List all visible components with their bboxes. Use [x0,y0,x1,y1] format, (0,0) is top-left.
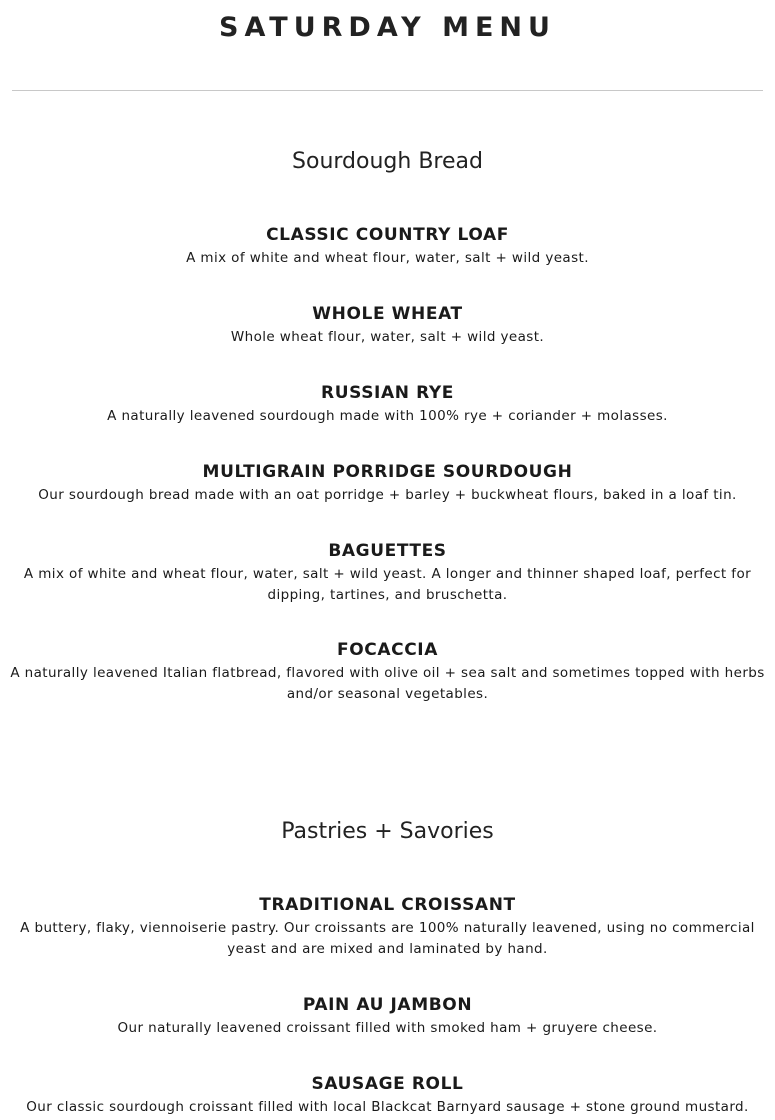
menu-item [10,993,765,1039]
title-divider [12,90,763,91]
page-title: SATURDAY MENU [219,12,556,43]
menu-item-name: FOCACCIA [337,640,438,660]
menu-item-description: Our naturally leavened croissant filled with smoked ham + gruyere cheese. [117,1020,658,1036]
menu-item [10,638,765,705]
menu-item-description: A naturally leavened sourdough made with 100% rye + coriander + molasses. [107,408,668,424]
menu-item-description: Our classic sourdough croissant filled with local Blackcat Barnyard sausage + stone ground mustard. [26,1099,749,1115]
menu-item-description: A mix of white and wheat flour, water, salt + wild yeast. [186,250,589,266]
menu-item-name: PAIN AU JAMBON [302,995,473,1015]
menu-item-name: CLASSIC COUNTRY LOAF [266,225,509,245]
menu-item [10,539,765,606]
menu-item-description: A naturally leavened Italian flatbread, flavored with olive oil + sea salt and sometimes topped with herbs and/or seasonal vegetables. [10,665,765,702]
menu-item-name: RUSSIAN RYE [321,383,454,403]
menu-item [10,460,765,506]
menu-item [10,893,765,960]
menu-item-description: Our sourdough bread made with an oat porridge + barley + buckwheat flours, baked in a loaf tin. [38,487,737,503]
menu-item-name: TRADITIONAL CROISSANT [259,895,516,915]
menu-item [10,381,765,427]
menu-item-description: A buttery, flaky, viennoiserie pastry. Our croissants are 100% naturally leavened, using no commercial yeast and are mixed and laminated by hand. [20,920,755,957]
section-heading-pastries-savories: Pastries + Savories [281,819,494,844]
menu-item [10,302,765,348]
menu-item-description: A mix of white and wheat flour, water, salt + wild yeast. A longer and thinner shaped loaf, perfect for dipping, tartines, and bruschetta. [23,566,752,603]
menu-item-name: BAGUETTES [328,541,447,561]
section-heading-sourdough-bread: Sourdough Bread [292,149,483,174]
menu-item [10,223,765,269]
menu-item-description: Whole wheat flour, water, salt + wild yeast. [230,329,545,345]
menu-item-name: SAUSAGE ROLL [311,1074,464,1094]
menu-item [10,1072,765,1118]
menu-item-name: WHOLE WHEAT [312,304,463,324]
menu-item-name: MULTIGRAIN PORRIDGE SOURDOUGH [202,462,573,482]
